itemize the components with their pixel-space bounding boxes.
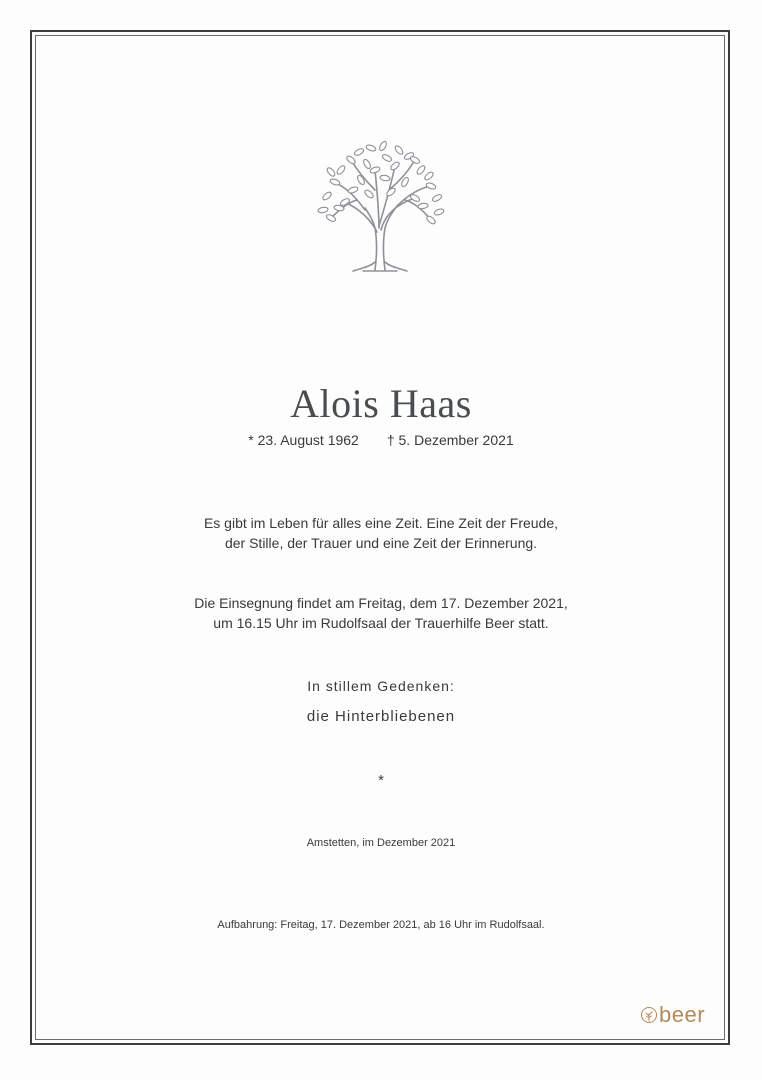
place-date: Amstetten, im Dezember 2021 (306, 837, 456, 849)
quote-paragraph (0, 513, 762, 553)
viewing-info: Aufbahrung: Freitag, 17. Dezember 2021, ab 16 Uhr im Rudolfsaal. (217, 919, 545, 931)
family-line: die Hinterbliebenen (306, 708, 456, 725)
birth-date: * 23. August 1962 (248, 432, 359, 448)
beer-logo (640, 1002, 705, 1028)
ceremony-paragraph (0, 593, 762, 633)
memory-line: In stillem Gedenken: (307, 678, 455, 694)
ceremony-line: um 16.15 Uhr im Rudolfsaal der Trauerhilfe Beer statt. (213, 615, 549, 631)
death-date: † 5. Dezember 2021 (386, 432, 514, 448)
deceased-name: Alois Haas (290, 381, 472, 426)
tree-emblem-icon (640, 1006, 658, 1024)
life-dates (0, 432, 762, 448)
quote-line: Es gibt im Leben für alles eine Zeit. Eine Zeit der Freude, (203, 515, 559, 531)
tree-of-life-icon (305, 140, 455, 275)
logo-text: beer (659, 1002, 706, 1027)
ceremony-line: Die Einsegnung findet am Freitag, dem 17. Dezember 2021, (194, 595, 568, 611)
star-symbol: * (378, 772, 384, 789)
quote-line: der Stille, der Trauer und eine Zeit der Erinnerung. (224, 535, 538, 551)
